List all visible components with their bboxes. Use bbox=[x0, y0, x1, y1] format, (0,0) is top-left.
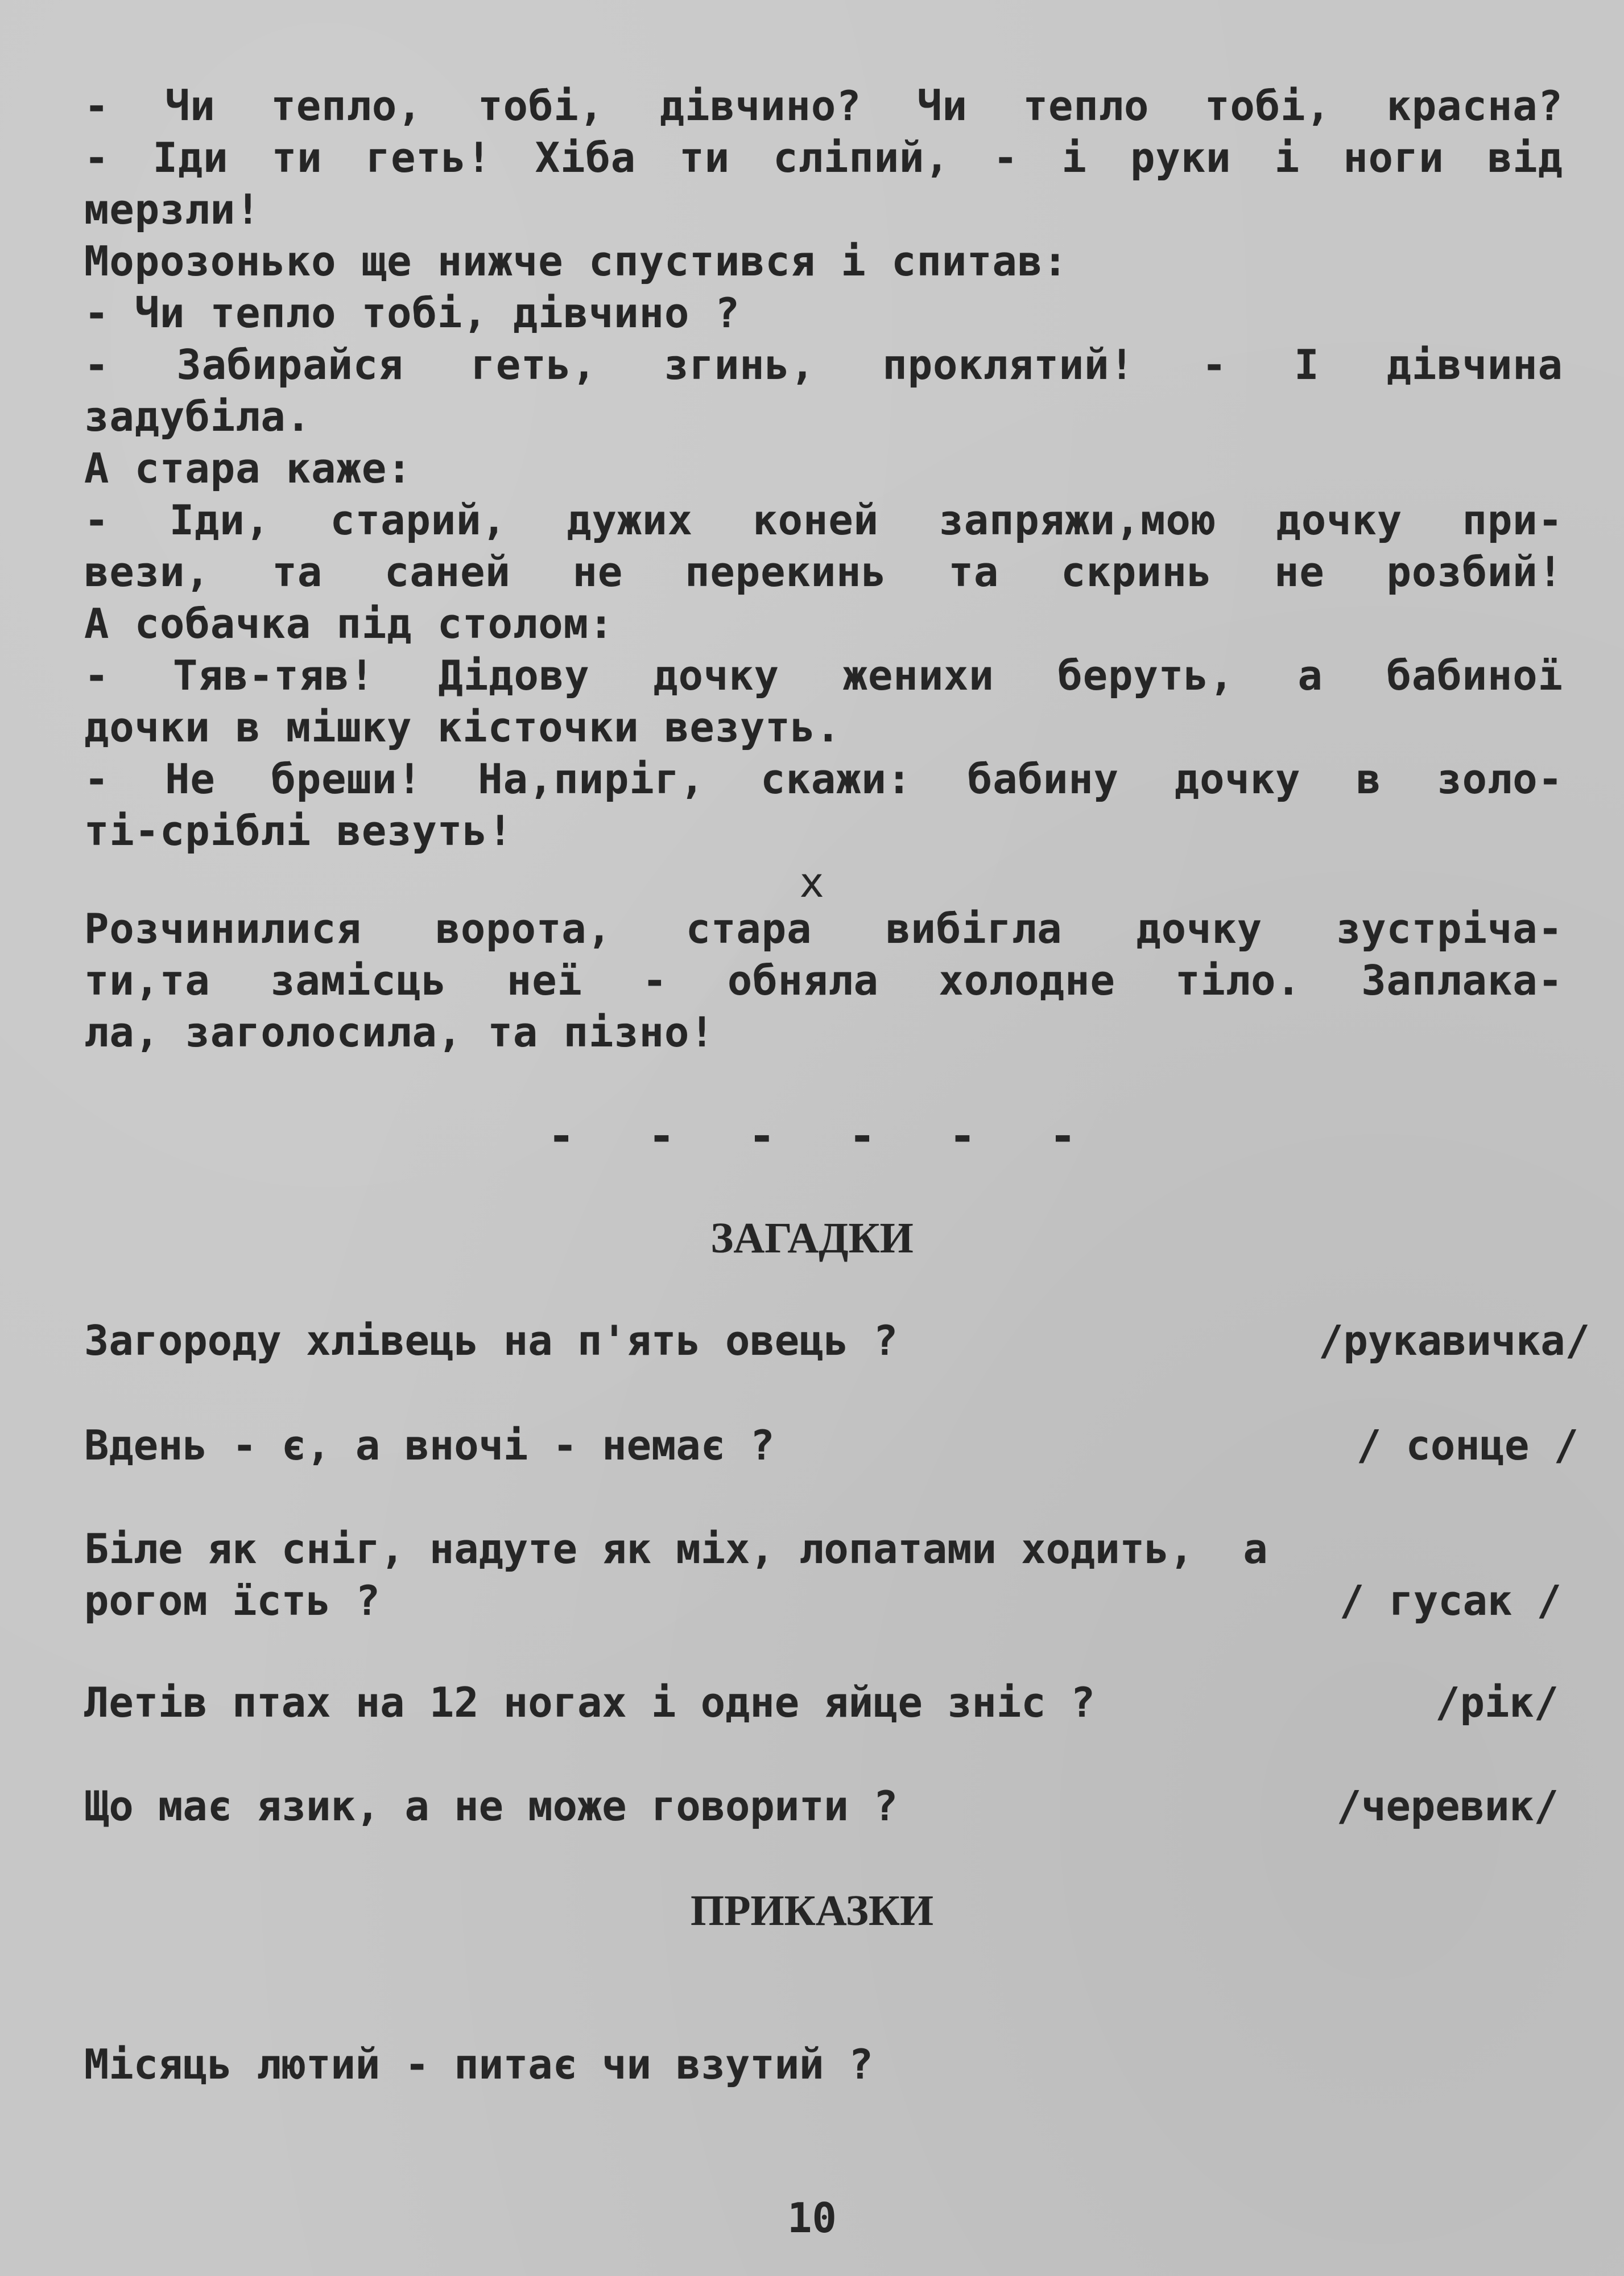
riddles-heading: ЗАГАДКИ bbox=[710, 1214, 914, 1262]
riddle-2-question: Вдень - є, а вночі - немає ? bbox=[84, 1421, 775, 1469]
riddle-5-question: Що має язик, а не може говорити ? bbox=[84, 1782, 898, 1830]
riddle-3-answer: / гусак / bbox=[1339, 1577, 1561, 1624]
story-line-4: Морозонько ще нижче спустився і спитав: bbox=[84, 237, 1068, 285]
story-line-13: дочки в мішку кісточки везуть. bbox=[84, 703, 841, 751]
page-number: 10 bbox=[787, 2194, 837, 2242]
section-divider-mark: х bbox=[799, 859, 825, 906]
story-line-9: - Іди, старий, дужих коней запряжи,мою дочку при- bbox=[84, 496, 1563, 544]
riddle-1-question: Загороду хлівець на п'ять овець ? bbox=[84, 1317, 898, 1364]
story-line-12: - Тяв-тяв! Дідову дочку женихи беруть, а бабиної bbox=[84, 652, 1563, 699]
story-line-2: - Іди ти геть! Хіба ти сліпий, - і руки і ноги від bbox=[84, 134, 1563, 182]
ending-line-3: ла, заголосила, та пізно! bbox=[84, 1008, 715, 1056]
story-line-6: - Забирайся геть, згинь, проклятий! - І дівчина bbox=[84, 341, 1563, 389]
story-line-8: А стара каже: bbox=[84, 444, 412, 492]
riddle-1-answer: /рукавичка/ bbox=[1319, 1317, 1590, 1364]
riddle-2-answer: / сонце / bbox=[1356, 1421, 1578, 1469]
riddle-5-answer: /черевик/ bbox=[1336, 1782, 1559, 1830]
riddle-3-question: Біле як сніг, надуте як міх, лопатами ходить, а bbox=[84, 1525, 1268, 1573]
story-line-5: - Чи тепло тобі, дівчино ? bbox=[84, 289, 741, 337]
riddle-4-question: Летів птах на 12 ногах і одне яйце зніс ? bbox=[84, 1679, 1096, 1726]
ending-line-2: ти,та замісць неї - обняла холодне тіло. Заплака- bbox=[84, 956, 1563, 1004]
story-line-3: мерзли! bbox=[84, 185, 261, 233]
riddle-4-answer: /рік/ bbox=[1435, 1679, 1559, 1726]
proverb-1: Місяць лютий - питає чи взутий ? bbox=[84, 2040, 874, 2088]
ending-line-1: Розчинилися ворота, стара вибігла дочку зустріча- bbox=[84, 905, 1563, 953]
proverbs-heading: ПРИКАЗКИ bbox=[690, 1887, 934, 1935]
story-line-14: - Не бреши! На,пиріг, скажи: бабину дочку в золо- bbox=[84, 755, 1563, 803]
story-line-15: ті-сріблі везуть! bbox=[84, 807, 513, 855]
story-line-7: задубіла. bbox=[84, 393, 312, 440]
story-line-11: А собачка під столом: bbox=[84, 600, 614, 648]
dash-separator: - - - - - - bbox=[547, 1110, 1077, 1162]
story-line-10: вези, та саней не перекинь та скринь не розбий! bbox=[84, 548, 1563, 596]
riddle-3-question-cont: рогом їсть ? bbox=[84, 1577, 381, 1624]
story-line-1: - Чи тепло, тобі, дівчино? Чи тепло тобі, красна? bbox=[84, 82, 1563, 130]
